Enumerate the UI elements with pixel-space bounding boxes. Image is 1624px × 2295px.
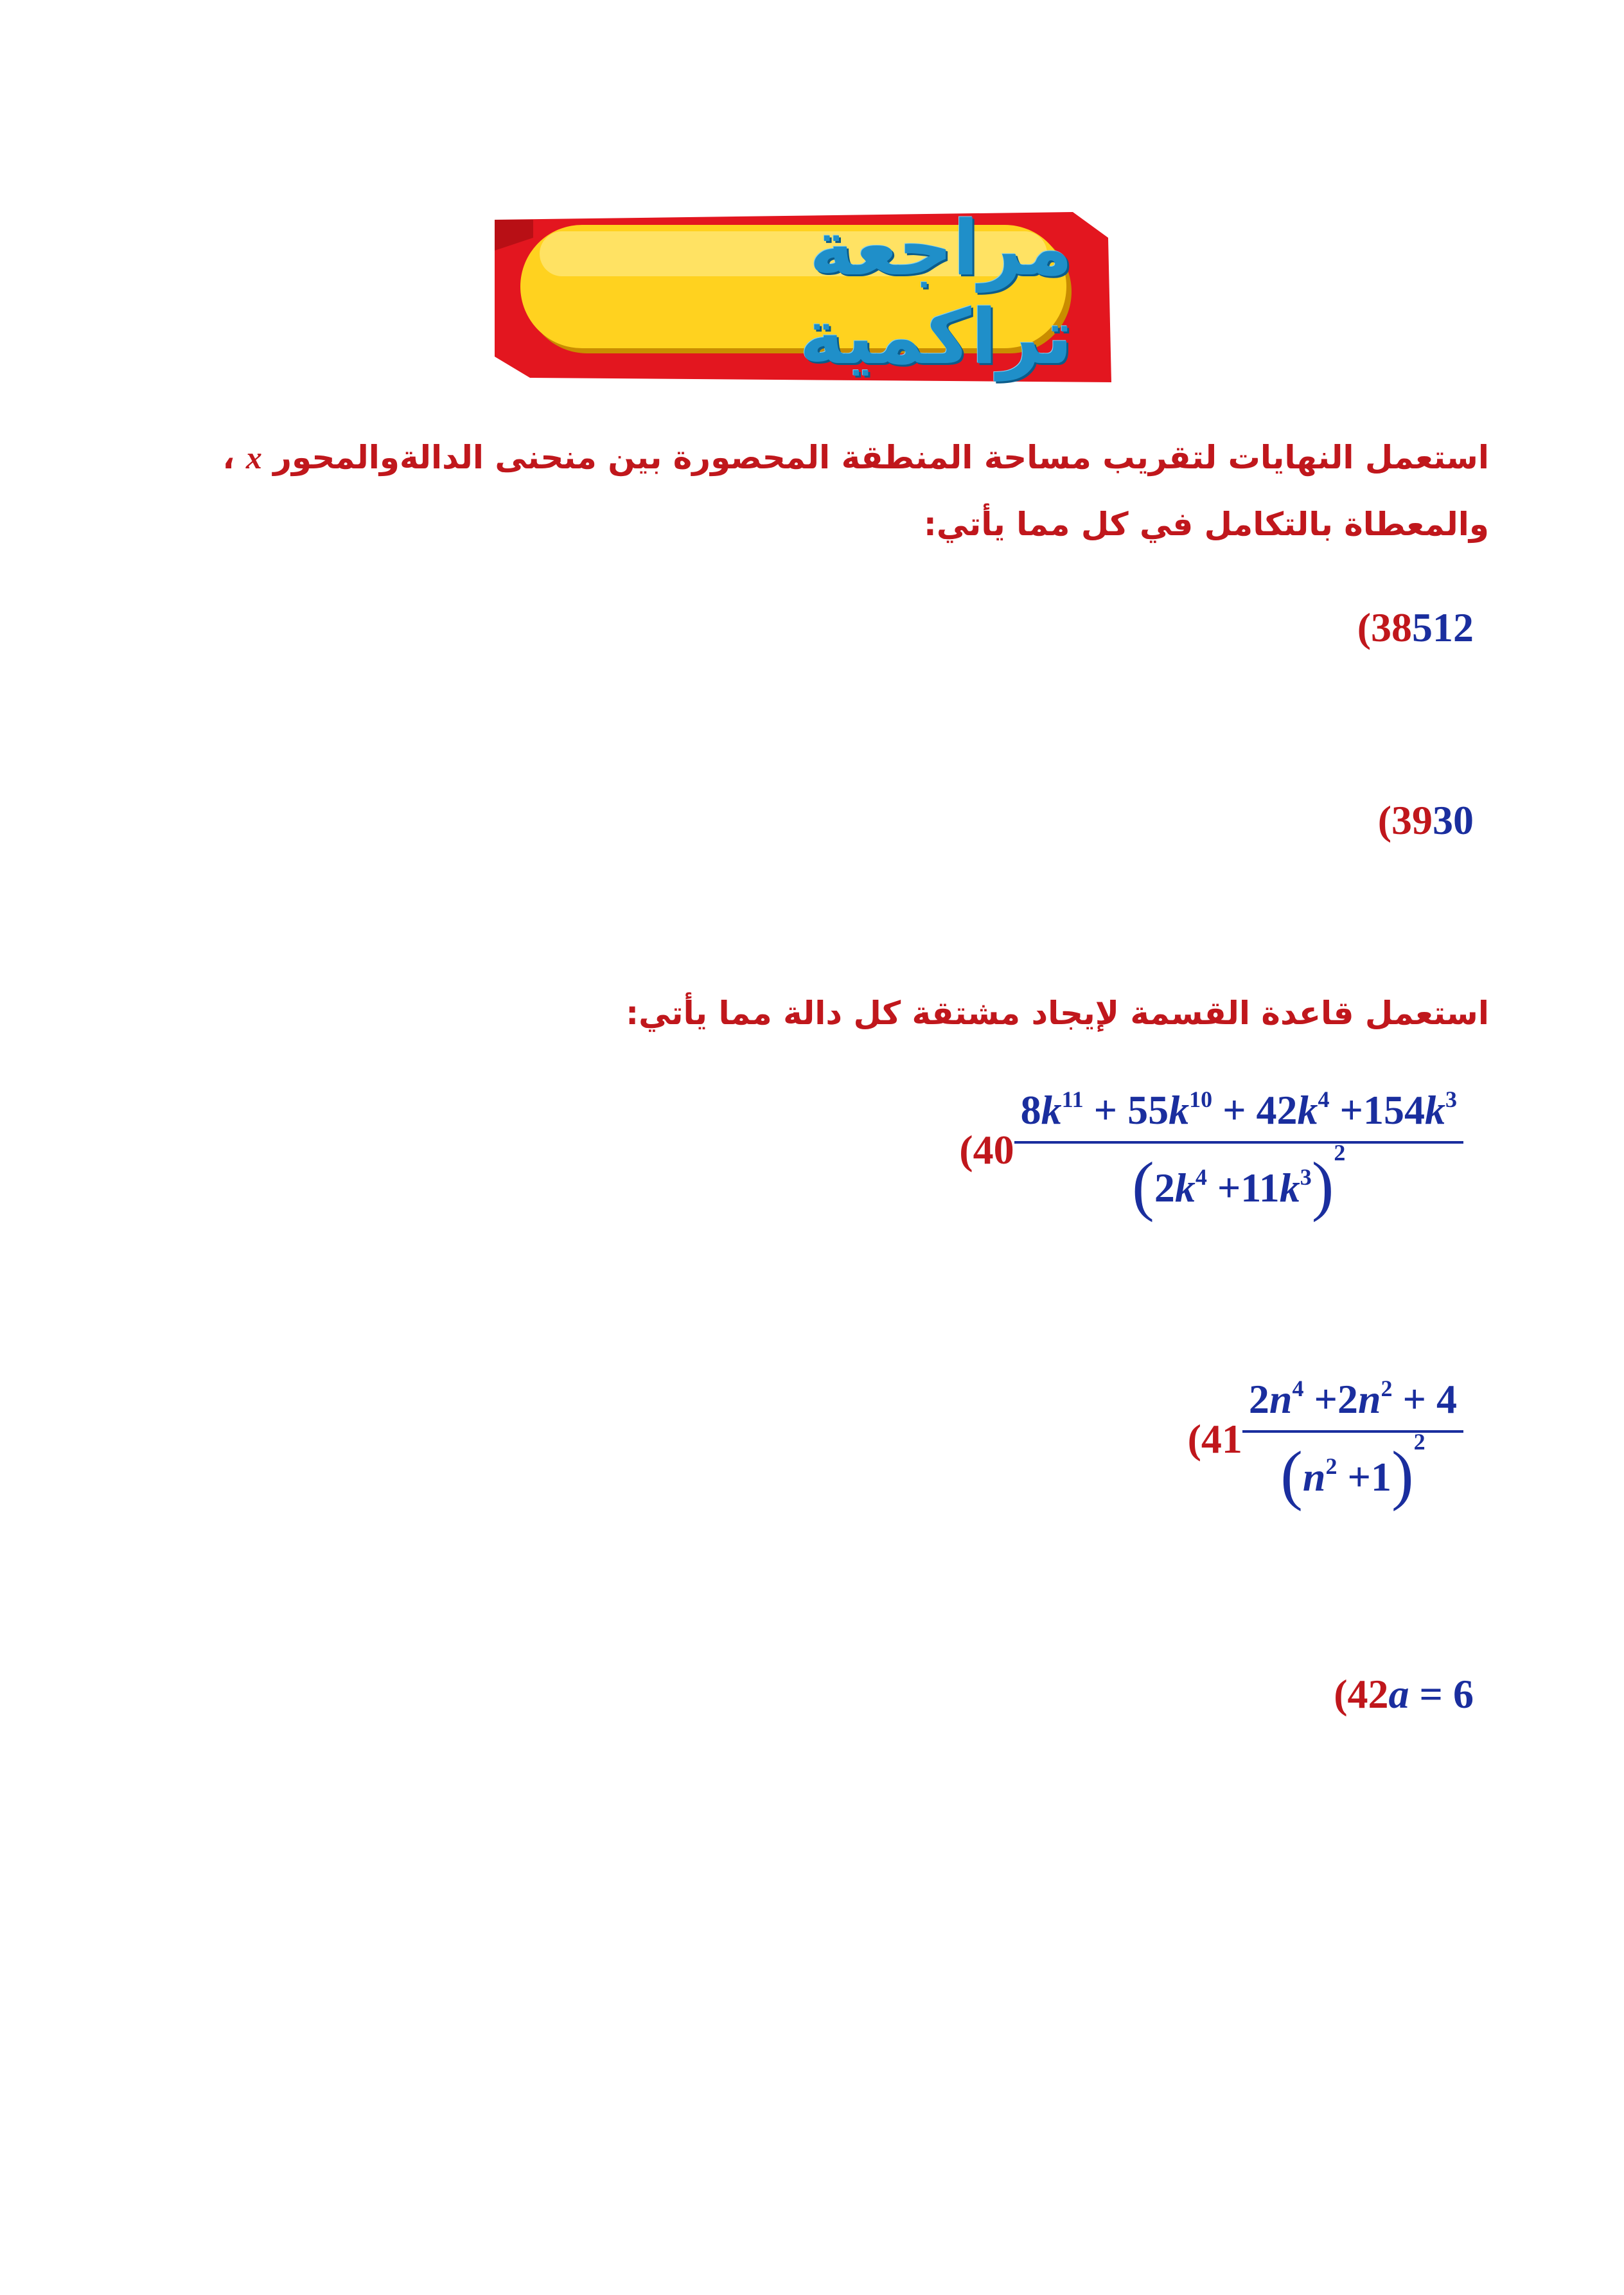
instruction-text-1a: استعمل النهايات لتقريب مساحة المنطقة المحصورة بين منحنى الدالةوالمحور <box>273 439 1489 476</box>
answer-fraction <box>1242 1375 1463 1512</box>
exercise-41 <box>1187 1375 1489 1512</box>
exercise-answer: 30 <box>1433 797 1474 843</box>
instruction-text-1b: ، والمعطاة بالتكامل في كل مما يأتي: <box>222 439 1489 543</box>
fraction-numerator: $8k^{11} + 55k^{10} + 42k^4 +154k^3$ <box>1020 1086 1457 1133</box>
instruction-integral-area <box>127 424 1489 558</box>
fraction-denominator: $(n^2 +1)^2$ <box>1280 1429 1425 1512</box>
exercise-40 <box>959 1086 1489 1223</box>
instruction-variable: x <box>245 439 262 475</box>
instruction-quotient-rule: استعمل قاعدة القسمة لإيجاد مشتقة كل دالة مما يأتي: <box>626 995 1489 1032</box>
exercise-38 <box>1357 604 1489 651</box>
page-title: مراجعة تراكمية <box>799 204 1073 381</box>
exercise-answer: a = 6 <box>1388 1671 1474 1717</box>
exercise-42 <box>1334 1670 1489 1718</box>
exercise-number: (41 <box>1187 1415 1242 1462</box>
answer-fraction <box>1014 1086 1463 1223</box>
exercise-number: (38 <box>1357 605 1412 650</box>
exercise-number: (42 <box>1334 1671 1389 1717</box>
exercise-number: (40 <box>959 1126 1014 1173</box>
exercise-number: (39 <box>1377 797 1433 843</box>
fraction-numerator: $2n^4 +2n^2 + 4$ <box>1248 1376 1457 1422</box>
fraction-denominator: $(2k^4 +11k^3)^2$ <box>1132 1140 1346 1223</box>
exercise-answer: 512 <box>1412 605 1474 650</box>
section-title-badge <box>495 204 1111 382</box>
exercise-39 <box>1378 797 1489 844</box>
